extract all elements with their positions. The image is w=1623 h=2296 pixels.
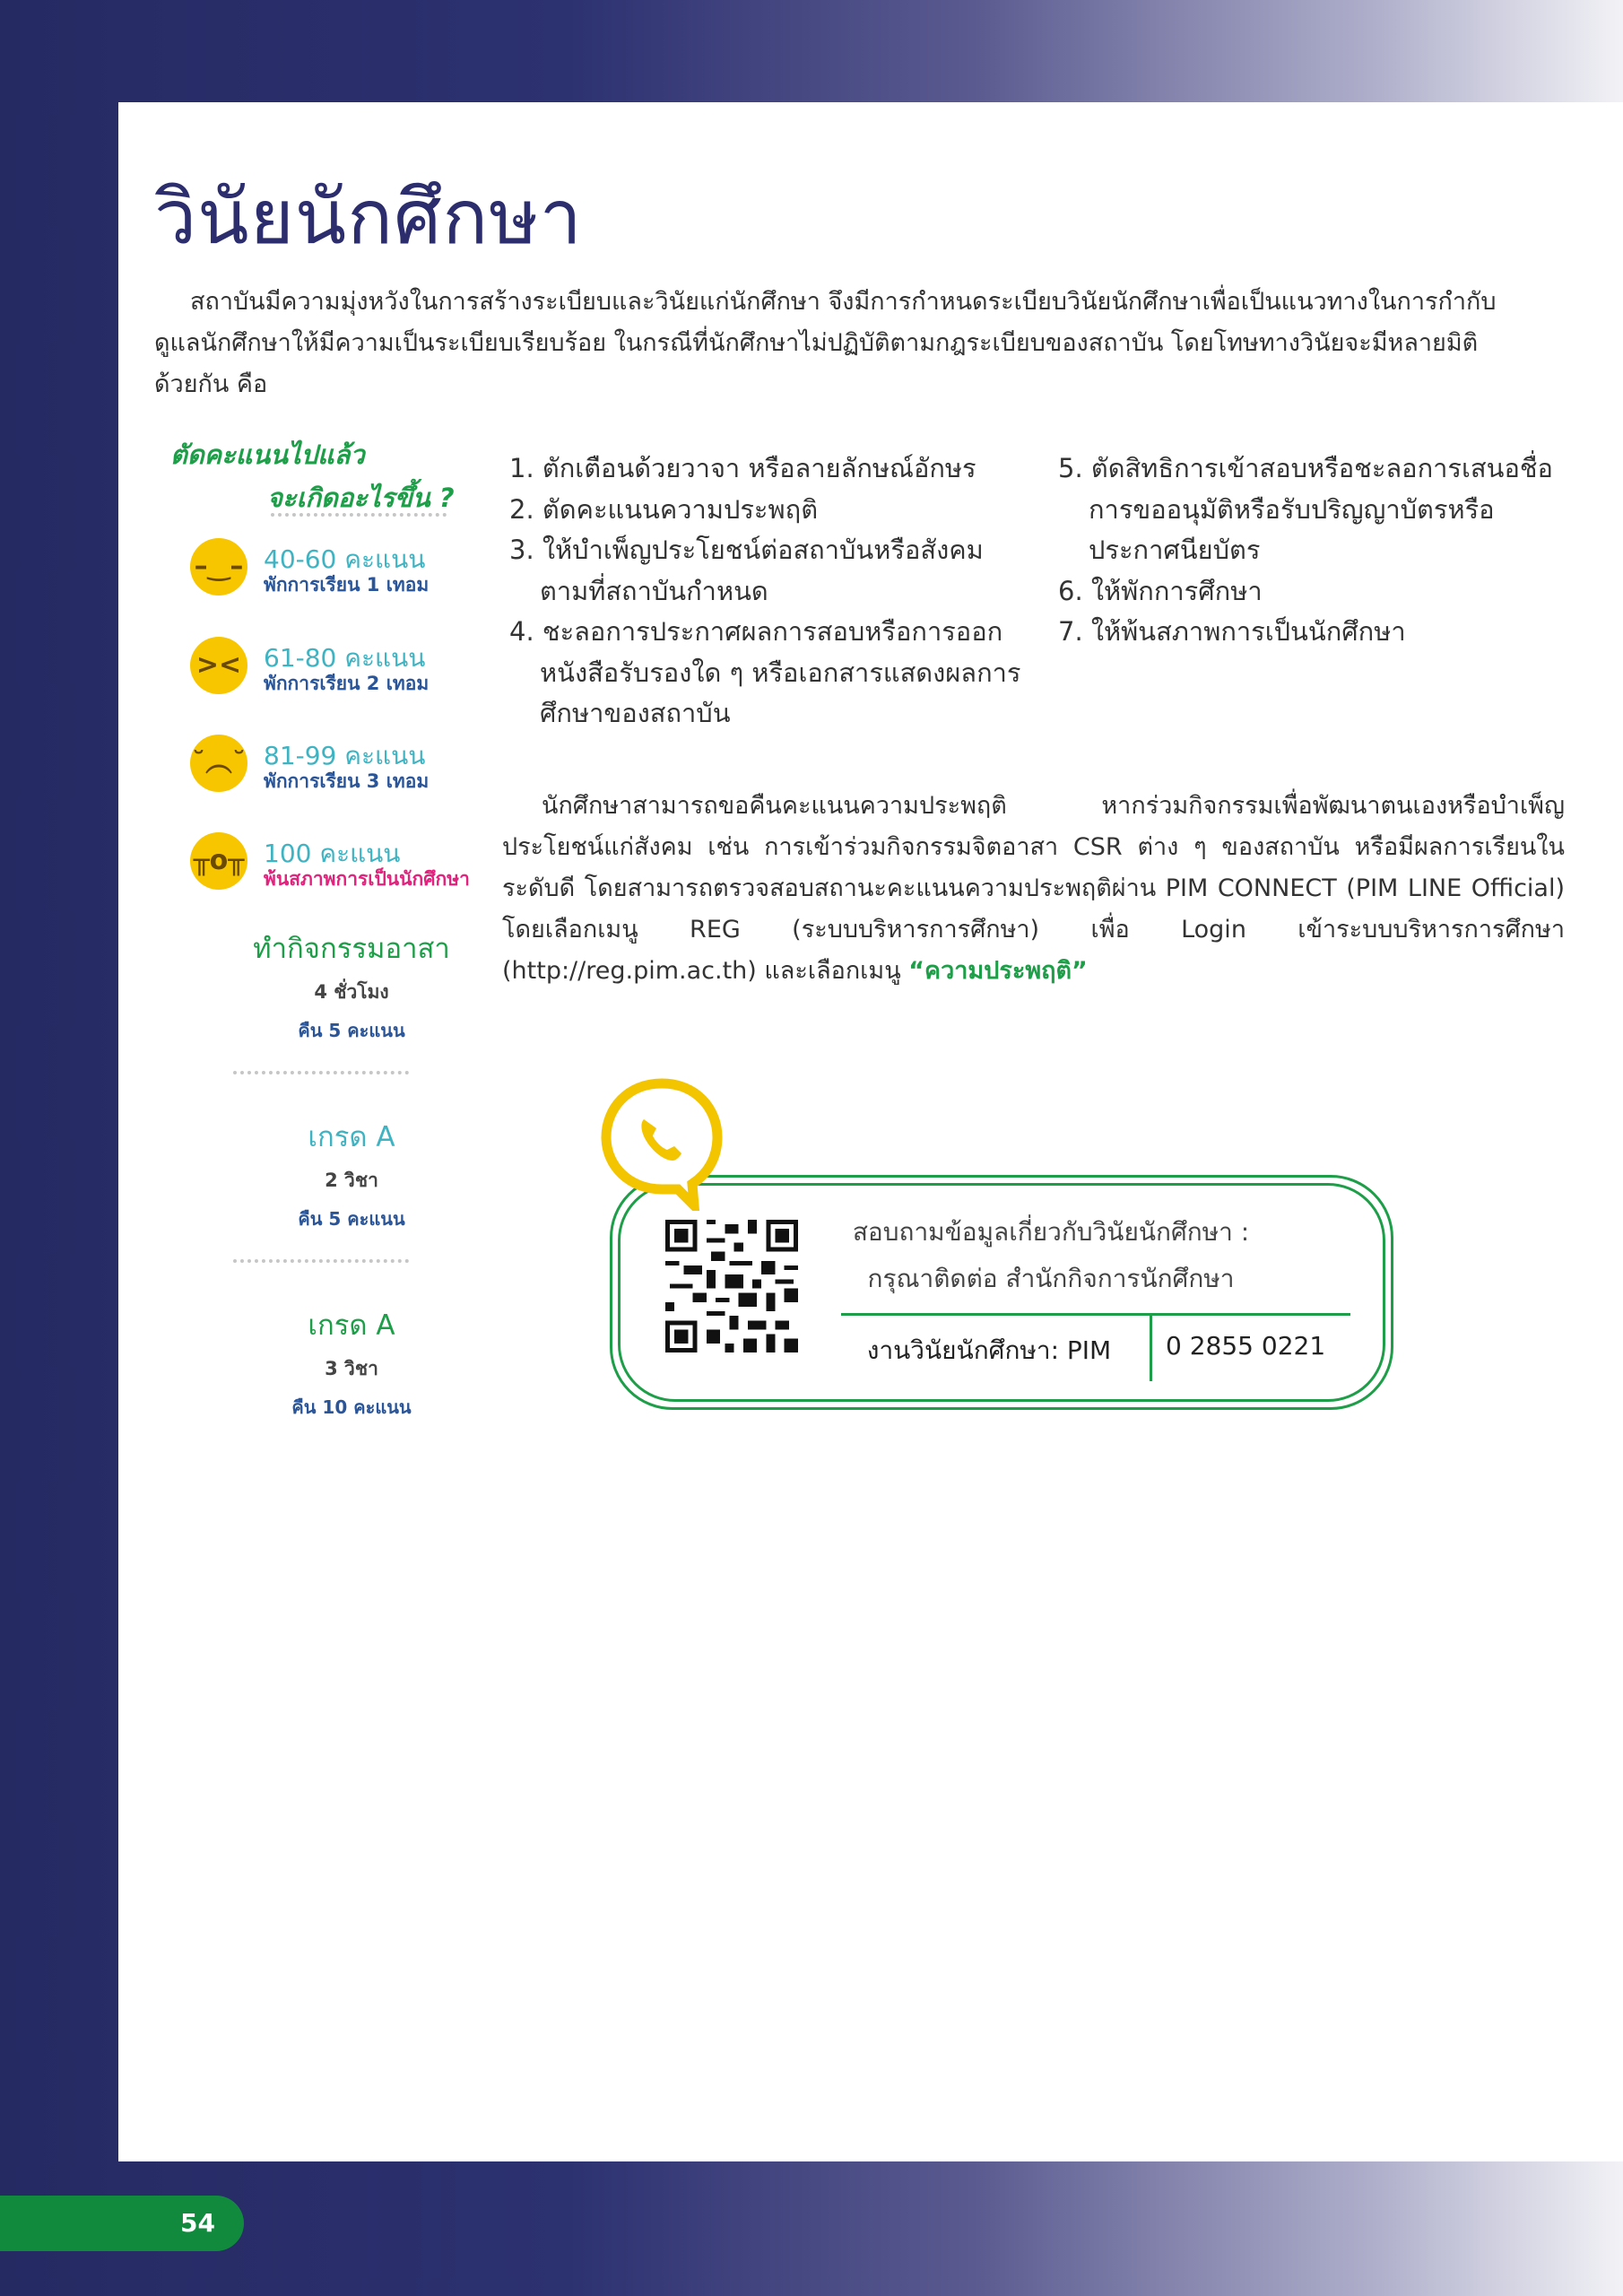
level-action: พ้นสภาพการเป็นนักศึกษา <box>264 868 470 890</box>
penalty-item: 5. ตัดสิทธิการเข้าสอบหรือชะลอการเสนอชื่อการขออนุมัติหรือรับปริญญาบัตรหรือประกาศนียบัตร <box>1058 453 1553 565</box>
reward-back: คืน 5 คะแนน <box>298 1208 405 1230</box>
sad-face-icon: ˘︵˘ <box>190 735 247 792</box>
reward-item <box>217 1114 486 1233</box>
page-sheet <box>118 102 1623 2161</box>
reward-sub: 2 วิชา <box>325 1170 378 1191</box>
contact-unit: งานวินัยนักศึกษา: PIM <box>866 1335 1112 1365</box>
phone-bubble-icon <box>599 1076 725 1211</box>
level-points: 81-99 คะแนน <box>264 741 426 770</box>
reward-back: คืน 10 คะแนน <box>291 1396 412 1418</box>
behavior-menu-highlight: “ความประพฤติ” <box>908 957 1088 985</box>
reward-item <box>217 926 486 1045</box>
level-item <box>190 735 549 806</box>
contact-vertical-divider <box>1150 1315 1152 1381</box>
reward-back: คืน 5 คะแนน <box>298 1020 405 1041</box>
level-item <box>190 538 549 610</box>
contact-department: กรุณาติดต่อ สำนักกิจการนักศึกษา <box>867 1264 1235 1293</box>
penalty-item: 4. ชะลอการประกาศผลการสอบหรือการออกหนังสือรับรองใด ๆ หรือเอกสารแสดงผลการศึกษาของสถาบัน <box>509 616 1021 728</box>
penalty-item: 2. ตัดคะแนนความประพฤติ <box>509 493 819 525</box>
level-item <box>190 832 549 904</box>
penalty-list-left <box>509 448 1029 735</box>
divider <box>233 1259 409 1263</box>
confounded-face-icon: >< <box>190 637 247 694</box>
crying-face-icon: ╥o╥ <box>190 832 247 890</box>
penalty-item: 6. ให้พักการศึกษา <box>1058 575 1263 606</box>
penalty-item: 1. ตักเตือนด้วยวาจา หรือลายลักษณ์อักษร <box>509 453 976 483</box>
reward-item <box>217 1302 486 1422</box>
contact-question: สอบถามข้อมูลเกี่ยวกับวินัยนักศึกษา : <box>852 1217 1250 1247</box>
page-title: วินัยนักศึกษา <box>154 173 583 261</box>
level-action: พักการเรียน 2 เทอม <box>264 673 430 694</box>
page-number: 54 <box>0 2196 244 2251</box>
penalty-item: 7. ให้พ้นสภาพการเป็นนักศึกษา <box>1058 616 1406 647</box>
score-return-paragraph <box>502 786 1565 992</box>
reward-sub: 3 วิชา <box>325 1358 378 1379</box>
penalty-list-right <box>1058 448 1560 653</box>
divider <box>271 513 447 517</box>
intro-paragraph: สถาบันมีความมุ่งหวังในการสร้างระเบียบและวินัยแก่นักศึกษา จึงมีการกำหนดระเบียบวินัยนักศึกษาเพื่อเป็นแนวทางในการกำกับดูแลนักศึกษาให้มีความเป็นระเบียบเรียบร้อย ในกรณีที่นักศึกษาไม่ปฏิบัติตามกฎระเบียบของสถาบัน โดยโทษทางวินัยจะมีหลายมิติด้วยกัน คือ <box>154 288 1497 398</box>
level-item <box>190 637 549 709</box>
deduction-heading-line2: จะเกิดอะไรขึ้น ? <box>267 483 455 513</box>
qr-code-icon <box>665 1220 798 1352</box>
reward-title: เกรด A <box>308 1121 395 1153</box>
level-points: 61-80 คะแนน <box>264 643 426 673</box>
divider <box>233 1071 409 1074</box>
level-points: 40-60 คะแนน <box>264 544 426 574</box>
contact-phone[interactable]: 0 2855 0221 <box>1166 1331 1326 1361</box>
level-action: พักการเรียน 1 เทอม <box>264 574 430 596</box>
deduction-heading-line1: ตัดคะแนนไปแล้ว <box>170 439 365 470</box>
level-action: พักการเรียน 3 เทอม <box>264 770 430 792</box>
reward-sub: 4 ชั่วโมง <box>314 981 389 1003</box>
score-return-text: นักศึกษาสามารถขอคืนคะแนนความประพฤติ หากร่วมกิจกรรมเพื่อพัฒนาตนเองหรือบำเพ็ญประโยชน์แก่สังคม เช่น การเข้าร่วมกิจกรรมจิตอาสา CSR ต่าง ๆ ของสถาบัน หรือมีผลการเรียนในระดับดี โดยสามารถตรวจสอบสถานะคะแนนความประพฤติผ่าน PIM CONNECT (PIM LINE Official) โดยเลือกเมนู REG (ระบบบริหารการศึกษา) เพื่อ Login เข้าระบบบริหารการศึกษา (http://reg.pim.ac.th) และเลือกเมนู <box>502 792 1565 985</box>
penalty-item: 3. ให้บำเพ็ญประโยชน์ต่อสถาบันหรือสังคมตามที่สถาบันกำหนด <box>509 535 984 606</box>
contact-divider <box>841 1313 1350 1316</box>
reward-title: ทำกิจกรรมอาสา <box>253 933 450 965</box>
neutral-face-icon: –‿– <box>190 538 247 596</box>
reward-title: เกรด A <box>308 1309 395 1342</box>
deduction-heading <box>170 434 511 518</box>
level-points: 100 คะแนน <box>264 839 401 868</box>
